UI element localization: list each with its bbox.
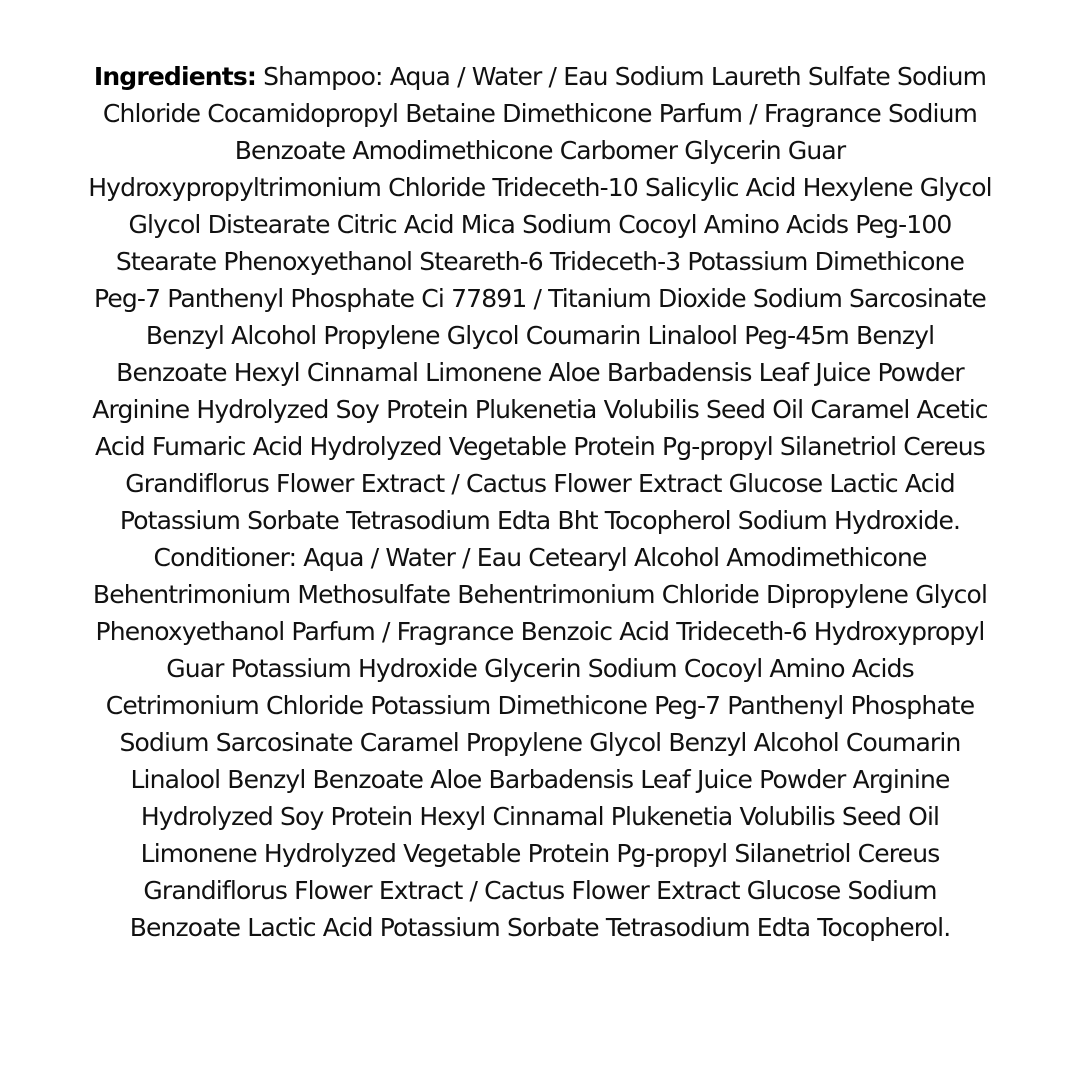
ingredients-panel xyxy=(88,58,992,946)
shampoo-ingredients xyxy=(88,58,992,539)
ingredients-heading: Ingredients: xyxy=(93,62,257,91)
conditioner-ingredients: Conditioner: Aqua / Water / Eau Cetearyl Alcohol Amodimethicone Behentrimonium Methosulfate Behentrimonium Chloride Dipropylene Glycol Phenoxyethanol Parfum / Fragrance Benzoic Acid Trideceth-6 Hydroxypropyl Guar Potassium Hydroxide Glycerin Sodium Cocoyl Amino Acids Cetrimonium Chloride Potassium Dimethicone Peg-7 Panthenyl Phosphate Sodium Sarcosinate Caramel Propylene Glycol Benzyl Alcohol Coumarin Linalool Benzyl Benzoate Aloe Barbadensis Leaf Juice Powder Arginine Hydrolyzed Soy Protein Hexyl Cinnamal Plukenetia Volubilis Seed Oil Limonene Hydrolyzed Vegetable Protein Pg-propyl Silanetriol Cereus Grandiflorus Flower Extract / Cactus Flower Extract Glucose Sodium Benzoate Lactic Acid Potassium Sorbate Tetrasodium Edta Tocopherol. xyxy=(92,543,988,942)
shampoo-ingredients-text: Shampoo: Aqua / Water / Eau Sodium Laureth Sulfate Sodium Chloride Cocamidopropyl Betaine Dimethicone Parfum / Fragrance Sodium Benzoate Amodimethicone Carbomer Glycerin Guar Hydroxypropyltrimonium Chloride Trideceth-10 Salicylic Acid Hexylene Glycol Glycol Distearate Citric Acid Mica Sodium Cocoyl Amino Acids Peg-100 Stearate Phenoxyethanol Steareth-6 Trideceth-3 Potassium Dimethicone Peg-7 Panthenyl Phosphate Ci 77891 / Titanium Dioxide Sodium Sarcosinate Benzyl Alcohol Propylene Glycol Coumarin Linalool Peg-45m Benzyl Benzoate Hexyl Cinnamal Limonene Aloe Barbadensis Leaf Juice Powder Arginine Hydrolyzed Soy Protein Plukenetia Volubilis Seed Oil Caramel Acetic Acid Fumaric Acid Hydrolyzed Vegetable Protein Pg-propyl Silanetriol Cereus Grandiflorus Flower Extract / Cactus Flower Extract Glucose Lactic Acid Potassium Sorbate Tetrasodium Edta Bht Tocopherol Sodium Hydroxide. xyxy=(88,62,992,535)
